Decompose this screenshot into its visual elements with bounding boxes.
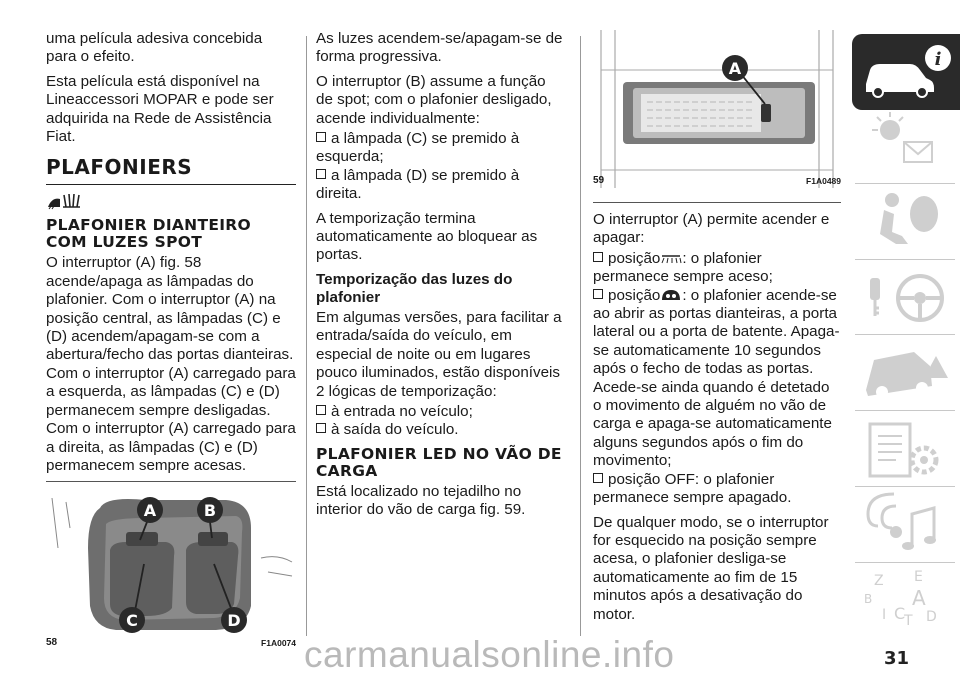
paragraph: De qualquer modo, se o interruptor for esquecido na posição sempre acesa, o plafonier desliga-se automaticamente ao fim de 15 minutos após a desativação do motor. xyxy=(593,513,829,623)
list-item: posição OFF: o plafonier permanece sempre apagado. xyxy=(593,470,792,507)
tab-index[interactable] xyxy=(852,563,960,639)
svg-text:Z: Z xyxy=(874,573,884,589)
car-info-icon xyxy=(852,34,960,110)
tab-warning-lights[interactable] xyxy=(852,108,960,184)
list-item: posição : o plafonier acende-se ao abrir as portas dianteiras, a porta lateral ou a porta de batente. Apaga-se automaticamente 10 segundos após o fecho de todas as portas. Acede-se ainda quando é detetado o movimento de alguém no vão de carga e apaga-se automaticamente alguns segundos após o fim do movimento; xyxy=(593,286,840,470)
bullet-box-icon xyxy=(316,132,326,142)
subsection-title: PLAFONIER DIANTEIRO COM LUZES SPOT xyxy=(46,216,251,252)
front-ceiling-light-illustration xyxy=(46,488,296,638)
svg-text:D: D xyxy=(926,609,937,625)
page-number: 31 xyxy=(884,648,910,669)
list-item: posição : o plafonier permanece sempre aceso; xyxy=(593,249,773,286)
door-light-icon xyxy=(660,288,682,302)
column-divider-1 xyxy=(306,36,307,636)
callout-a: A xyxy=(143,501,157,521)
paragraph: O interruptor (A) permite acender e apagar: xyxy=(593,211,830,247)
list-item: a lâmpada (D) se premido à direita. xyxy=(316,166,520,203)
multimedia-icon xyxy=(852,488,960,564)
ceiling-light-icon xyxy=(46,191,296,213)
paragraph: O interruptor (A) fig. 58 acende/apaga as lâmpadas do plafonier. Com o interruptor (A) na posição central, as lâmpadas (C) e (D) acendem/apagam-se com a abertura/fecho das portas dianteiras. Com o interruptor (A) carregado para a esquerda, as lâmpadas (C) e (D) permanecem sempre desligadas. Com o interruptor (A) carregado para a direita, as lâmpadas (C) e (D) permanecem sempre acesas. xyxy=(46,254,296,474)
figure-rule xyxy=(593,202,841,203)
cargo-led-light-illustration xyxy=(593,30,841,188)
maintenance-icon xyxy=(852,412,960,488)
paragraph: Esta película está disponível na Lineaccessori MOPAR e pode ser adquirida na Rede de Assistência Fiat. xyxy=(46,72,274,146)
column-divider-2 xyxy=(580,36,581,636)
paragraph: A temporização termina automaticamente ao bloquear as portas. xyxy=(316,209,538,264)
figure-number: 58 xyxy=(46,636,58,648)
tab-airbag-seat[interactable] xyxy=(852,184,960,260)
bullet-list xyxy=(316,130,564,204)
paragraph: Em algumas versões, para facilitar a entrada/saída do veículo, em especial de noite ou em lugares pouco iluminados, estão disponíveis 2 lógicas de temporização: xyxy=(316,308,562,400)
index-letters-icon xyxy=(852,563,960,639)
always-on-light-icon xyxy=(660,253,682,265)
svg-text:A: A xyxy=(912,586,926,610)
subsection-heading: Temporização das luzes do plafonier xyxy=(316,270,513,306)
svg-text:E: E xyxy=(914,569,923,585)
bullet-box-icon xyxy=(316,405,326,415)
bullet-list xyxy=(316,403,564,440)
column-3 xyxy=(593,30,841,630)
list-item: a lâmpada (C) se premido à esquerda; xyxy=(316,130,520,166)
watermark: carmanualsonline.info xyxy=(304,634,675,675)
subsection-title: PLAFONIER LED NO VÃO DE CARGA xyxy=(316,444,562,480)
bullet-box-icon xyxy=(593,289,603,299)
column-1 xyxy=(46,30,296,648)
callout-d: D xyxy=(227,611,241,631)
section-title: PLAFONIERS xyxy=(46,155,193,180)
breakdown-icon xyxy=(852,336,960,412)
tab-key-steering-wheel[interactable] xyxy=(852,260,960,336)
section-rule xyxy=(46,184,296,185)
svg-text:i: i xyxy=(934,49,942,70)
tab-multimedia[interactable] xyxy=(852,488,960,564)
figure-58 xyxy=(46,488,296,648)
svg-text:I: I xyxy=(882,607,887,623)
figure-code: F1A0074 xyxy=(261,637,296,648)
paragraph: uma película adesiva concebida para o efeito. xyxy=(46,30,263,66)
svg-text:C: C xyxy=(894,604,906,623)
svg-text:T: T xyxy=(904,613,913,629)
key-steering-wheel-icon xyxy=(852,260,960,336)
tab-car-info[interactable] xyxy=(852,34,960,110)
svg-text:B: B xyxy=(864,592,873,606)
callout-c: C xyxy=(126,611,138,631)
bullet-box-icon xyxy=(316,423,326,433)
callout-b: B xyxy=(203,501,217,521)
airbag-seat-icon xyxy=(852,184,960,260)
list-item: à entrada no veículo; xyxy=(316,403,564,421)
column-2 xyxy=(316,30,564,526)
paragraph: Está localizado no tejadilho no interior do vão de carga fig. 59. xyxy=(316,482,526,519)
tab-maintenance[interactable] xyxy=(852,412,960,488)
warning-lights-icon xyxy=(852,108,960,184)
figure-59 xyxy=(593,30,841,188)
list-item: à saída do veículo. xyxy=(316,421,564,439)
bullet-box-icon xyxy=(593,252,603,262)
bullet-box-icon xyxy=(593,473,603,483)
callout-a: A xyxy=(728,59,742,78)
figure-code: F1A0489 xyxy=(806,175,841,186)
figure-rule xyxy=(46,481,296,482)
figure-number: 59 xyxy=(593,174,605,186)
paragraph: O interruptor (B) assume a função de spot; com o plafonier desligado, acende individualmente: xyxy=(316,72,552,127)
tab-breakdown[interactable] xyxy=(852,336,960,412)
bullet-box-icon xyxy=(316,169,326,179)
paragraph: As luzes acendem-se/apagam-se de forma progressiva. xyxy=(316,30,563,66)
